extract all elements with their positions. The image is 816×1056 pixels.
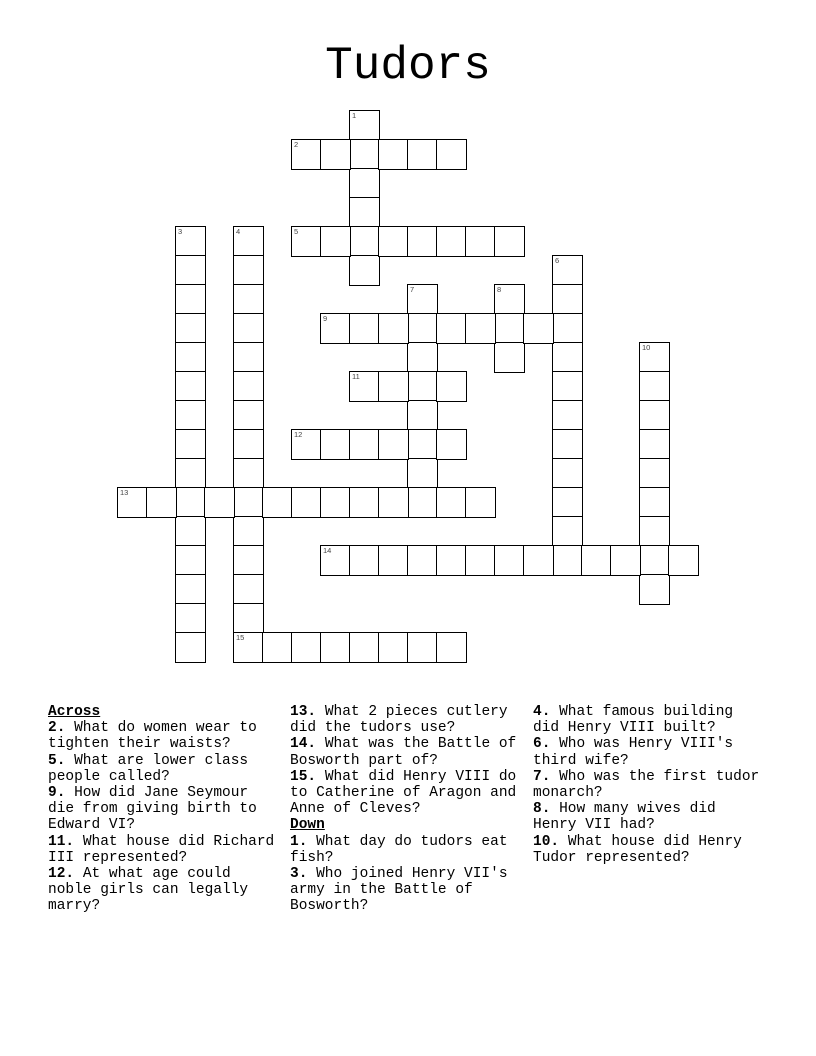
grid-cell[interactable] [552, 545, 583, 576]
grid-cell[interactable] [233, 603, 264, 634]
grid-cell[interactable] [639, 400, 670, 431]
grid-cell[interactable] [639, 371, 670, 402]
grid-cell[interactable] [291, 226, 322, 257]
grid-cell[interactable] [175, 429, 206, 460]
grid-cell[interactable] [175, 226, 206, 257]
grid-cell[interactable] [320, 313, 351, 344]
clue-item-number: 5. [48, 752, 66, 769]
clue-item [290, 866, 522, 915]
grid-cell[interactable] [552, 255, 583, 286]
clue-number: 5 [294, 227, 299, 236]
grid-cell[interactable] [407, 487, 438, 518]
grid-cell[interactable] [175, 255, 206, 286]
grid-cell[interactable] [581, 545, 612, 576]
grid-cell[interactable] [320, 487, 351, 518]
grid-cell[interactable] [407, 226, 438, 257]
clue-item-number: 2. [48, 720, 66, 737]
grid-cell[interactable] [233, 284, 264, 315]
grid-cell[interactable] [523, 545, 554, 576]
grid-cell[interactable] [262, 487, 293, 518]
clue-item [48, 834, 280, 866]
clue-item-text: What did Henry VIII do to Catherine of Aragon and Anne of Cleves? [290, 768, 517, 818]
grid-cell[interactable] [175, 487, 206, 518]
grid-cell[interactable] [291, 429, 322, 460]
clue-item-number: 10. [533, 833, 560, 850]
grid-cell[interactable] [552, 487, 583, 518]
grid-cell[interactable] [320, 139, 351, 170]
clue-item-text: What do women wear to tighten their waists? [48, 720, 257, 753]
grid-cell[interactable] [552, 313, 583, 344]
grid-cell[interactable] [349, 545, 380, 576]
grid-cell[interactable] [494, 226, 525, 257]
clue-item-number: 8. [533, 801, 551, 818]
grid-cell[interactable] [146, 487, 177, 518]
grid-cell[interactable] [349, 226, 380, 257]
clue-item-number: 14. [290, 736, 317, 753]
clue-item [48, 720, 280, 752]
clue-number: 8 [497, 285, 502, 294]
grid-cell[interactable] [233, 226, 264, 257]
grid-cell[interactable] [233, 371, 264, 402]
clue-number: 14 [323, 546, 332, 555]
clue-item-text: Who joined Henry VII's army in the Battle of Bosworth? [290, 866, 508, 915]
clue-number: 9 [323, 314, 328, 323]
grid-cell[interactable] [436, 545, 467, 576]
grid-cell[interactable] [233, 255, 264, 286]
grid-cell[interactable] [349, 168, 380, 199]
clue-number: 6 [555, 256, 560, 265]
grid-cell[interactable] [233, 458, 264, 489]
grid-cell[interactable] [291, 632, 322, 663]
grid-cell[interactable] [233, 487, 264, 518]
grid-cell[interactable] [320, 632, 351, 663]
grid-cell[interactable] [320, 429, 351, 460]
clue-item [48, 866, 280, 915]
grid-cell[interactable] [378, 313, 409, 344]
grid-cell[interactable] [639, 342, 670, 373]
grid-cell[interactable] [639, 429, 670, 460]
clue-item [533, 736, 765, 768]
clue-item-text: How did Jane Seymour die from giving birth to Edward VI? [48, 785, 257, 834]
clue-item [290, 834, 522, 866]
clue-number: 11 [352, 372, 360, 381]
clue-item-text: At what age could noble girls can legally marry? [48, 866, 249, 915]
puzzle-title: Tudors [325, 40, 491, 92]
grid-cell[interactable] [552, 458, 583, 489]
grid-cell[interactable] [407, 371, 438, 402]
grid-cell[interactable] [233, 632, 264, 663]
grid-cell[interactable] [349, 371, 380, 402]
clue-number: 10 [642, 343, 651, 352]
grid-cell[interactable] [175, 603, 206, 634]
clue-item-text: What house did Richard III represented? [48, 833, 275, 866]
clue-item [290, 704, 522, 736]
grid-cell[interactable] [436, 487, 467, 518]
grid-cell[interactable] [407, 545, 438, 576]
clue-item [533, 801, 765, 833]
grid-cell[interactable] [378, 487, 409, 518]
clue-number: 1 [352, 111, 357, 120]
grid-cell[interactable] [610, 545, 641, 576]
clue-number: 12 [294, 430, 303, 439]
grid-cell[interactable] [407, 284, 438, 315]
grid-cell[interactable] [639, 545, 670, 576]
grid-cell[interactable] [494, 313, 525, 344]
grid-cell[interactable] [552, 400, 583, 431]
grid-cell[interactable] [639, 487, 670, 518]
grid-cell[interactable] [436, 429, 467, 460]
clue-item-number: 6. [533, 736, 551, 753]
clue-item [533, 769, 765, 801]
grid-cell[interactable] [407, 632, 438, 663]
grid-cell[interactable] [407, 313, 438, 344]
grid-cell[interactable] [349, 429, 380, 460]
grid-cell[interactable] [349, 197, 380, 228]
grid-cell[interactable] [407, 400, 438, 431]
clue-number: 13 [120, 488, 129, 497]
clue-item-number: 3. [290, 866, 308, 883]
grid-cell[interactable] [349, 255, 380, 286]
grid-cell[interactable] [552, 342, 583, 373]
grid-cell[interactable] [378, 632, 409, 663]
grid-cell[interactable] [436, 632, 467, 663]
grid-cell[interactable] [407, 458, 438, 489]
clue-item-number: 4. [533, 704, 551, 720]
clue-item [48, 785, 280, 834]
clue-item-text: What house did Henry Tudor represented? [533, 833, 742, 866]
grid-cell[interactable] [552, 516, 583, 547]
clue-number: 2 [294, 140, 299, 149]
clue-number: 15 [236, 633, 245, 642]
grid-cell[interactable] [378, 545, 409, 576]
grid-cell[interactable] [117, 487, 148, 518]
clue-item-text: What 2 pieces cutlery did the tudors use? [290, 704, 508, 737]
grid-cell[interactable] [291, 139, 322, 170]
grid-cell[interactable] [378, 429, 409, 460]
grid-cell[interactable] [291, 487, 322, 518]
grid-cell[interactable] [668, 545, 699, 576]
clue-number: 7 [410, 285, 415, 294]
grid-cell[interactable] [175, 516, 206, 547]
clue-item-number: 15. [290, 768, 317, 785]
grid-cell[interactable] [494, 284, 525, 315]
clue-item [533, 834, 765, 866]
clue-column-1 [48, 704, 280, 915]
grid-cell[interactable] [233, 400, 264, 431]
grid-cell[interactable] [407, 342, 438, 373]
grid-cell[interactable] [639, 516, 670, 547]
grid-cell[interactable] [320, 545, 351, 576]
clue-column-3 [533, 704, 765, 866]
grid-cell[interactable] [262, 632, 293, 663]
grid-cell[interactable] [523, 313, 554, 344]
grid-cell[interactable] [233, 313, 264, 344]
grid-cell[interactable] [175, 632, 206, 663]
grid-cell[interactable] [175, 313, 206, 344]
grid-cell[interactable] [436, 371, 467, 402]
clue-item-number: 12. [48, 866, 75, 883]
grid-cell[interactable] [349, 313, 380, 344]
clue-number: 4 [236, 227, 241, 236]
grid-cell[interactable] [349, 487, 380, 518]
clue-item [48, 753, 280, 785]
grid-cell[interactable] [494, 342, 525, 373]
clue-item-number: 11. [48, 833, 75, 850]
grid-cell[interactable] [494, 545, 525, 576]
grid-cell[interactable] [233, 516, 264, 547]
grid-cell[interactable] [233, 545, 264, 576]
grid-cell[interactable] [175, 400, 206, 431]
grid-cell[interactable] [175, 284, 206, 315]
clue-number: 3 [178, 227, 183, 236]
grid-cell[interactable] [378, 139, 409, 170]
clue-item-number: 7. [533, 768, 551, 785]
clue-item-number: 1. [290, 833, 308, 850]
grid-cell[interactable] [175, 371, 206, 402]
grid-cell[interactable] [349, 139, 380, 170]
grid-cell[interactable] [639, 574, 670, 605]
grid-cell[interactable] [407, 139, 438, 170]
grid-cell[interactable] [233, 574, 264, 605]
grid-cell[interactable] [465, 545, 496, 576]
grid-cell[interactable] [349, 632, 380, 663]
clue-item-number: 9. [48, 785, 66, 802]
grid-cell[interactable] [436, 139, 467, 170]
clue-section-heading: Down [290, 817, 325, 834]
clue-item-text: What was the Battle of Bosworth part of? [290, 736, 517, 769]
grid-cell[interactable] [465, 487, 496, 518]
grid-cell[interactable] [320, 226, 351, 257]
grid-cell[interactable] [204, 487, 235, 518]
clue-item-text: Who was Henry VIII's third wife? [533, 736, 734, 769]
grid-cell[interactable] [233, 342, 264, 373]
grid-cell[interactable] [233, 429, 264, 460]
grid-cell[interactable] [349, 110, 380, 141]
clue-item [533, 704, 765, 736]
grid-cell[interactable] [175, 342, 206, 373]
grid-cell[interactable] [175, 458, 206, 489]
grid-cell[interactable] [436, 226, 467, 257]
clue-item-text: What are lower class people called? [48, 752, 249, 785]
clue-section-heading: Across [48, 704, 101, 720]
clue-item-text: How many wives did Henry VII had? [533, 801, 716, 834]
clue-item-text: What day do tudors eat fish? [290, 833, 508, 866]
grid-cell[interactable] [407, 429, 438, 460]
grid-cell[interactable] [552, 429, 583, 460]
grid-cell[interactable] [175, 545, 206, 576]
clue-item-number: 13. [290, 704, 317, 720]
grid-cell[interactable] [175, 574, 206, 605]
clue-item-text: Who was the first tudor monarch? [533, 768, 760, 802]
grid-cell[interactable] [436, 313, 467, 344]
clue-item [290, 736, 522, 768]
clue-item [290, 769, 522, 818]
grid-cell[interactable] [378, 226, 409, 257]
clue-item-text: What famous building did Henry VIII built? [533, 704, 734, 737]
grid-cell[interactable] [552, 371, 583, 402]
grid-cell[interactable] [465, 226, 496, 257]
grid-cell[interactable] [378, 371, 409, 402]
grid-cell[interactable] [552, 284, 583, 315]
clue-column-2 [290, 704, 522, 915]
grid-cell[interactable] [465, 313, 496, 344]
grid-cell[interactable] [639, 458, 670, 489]
